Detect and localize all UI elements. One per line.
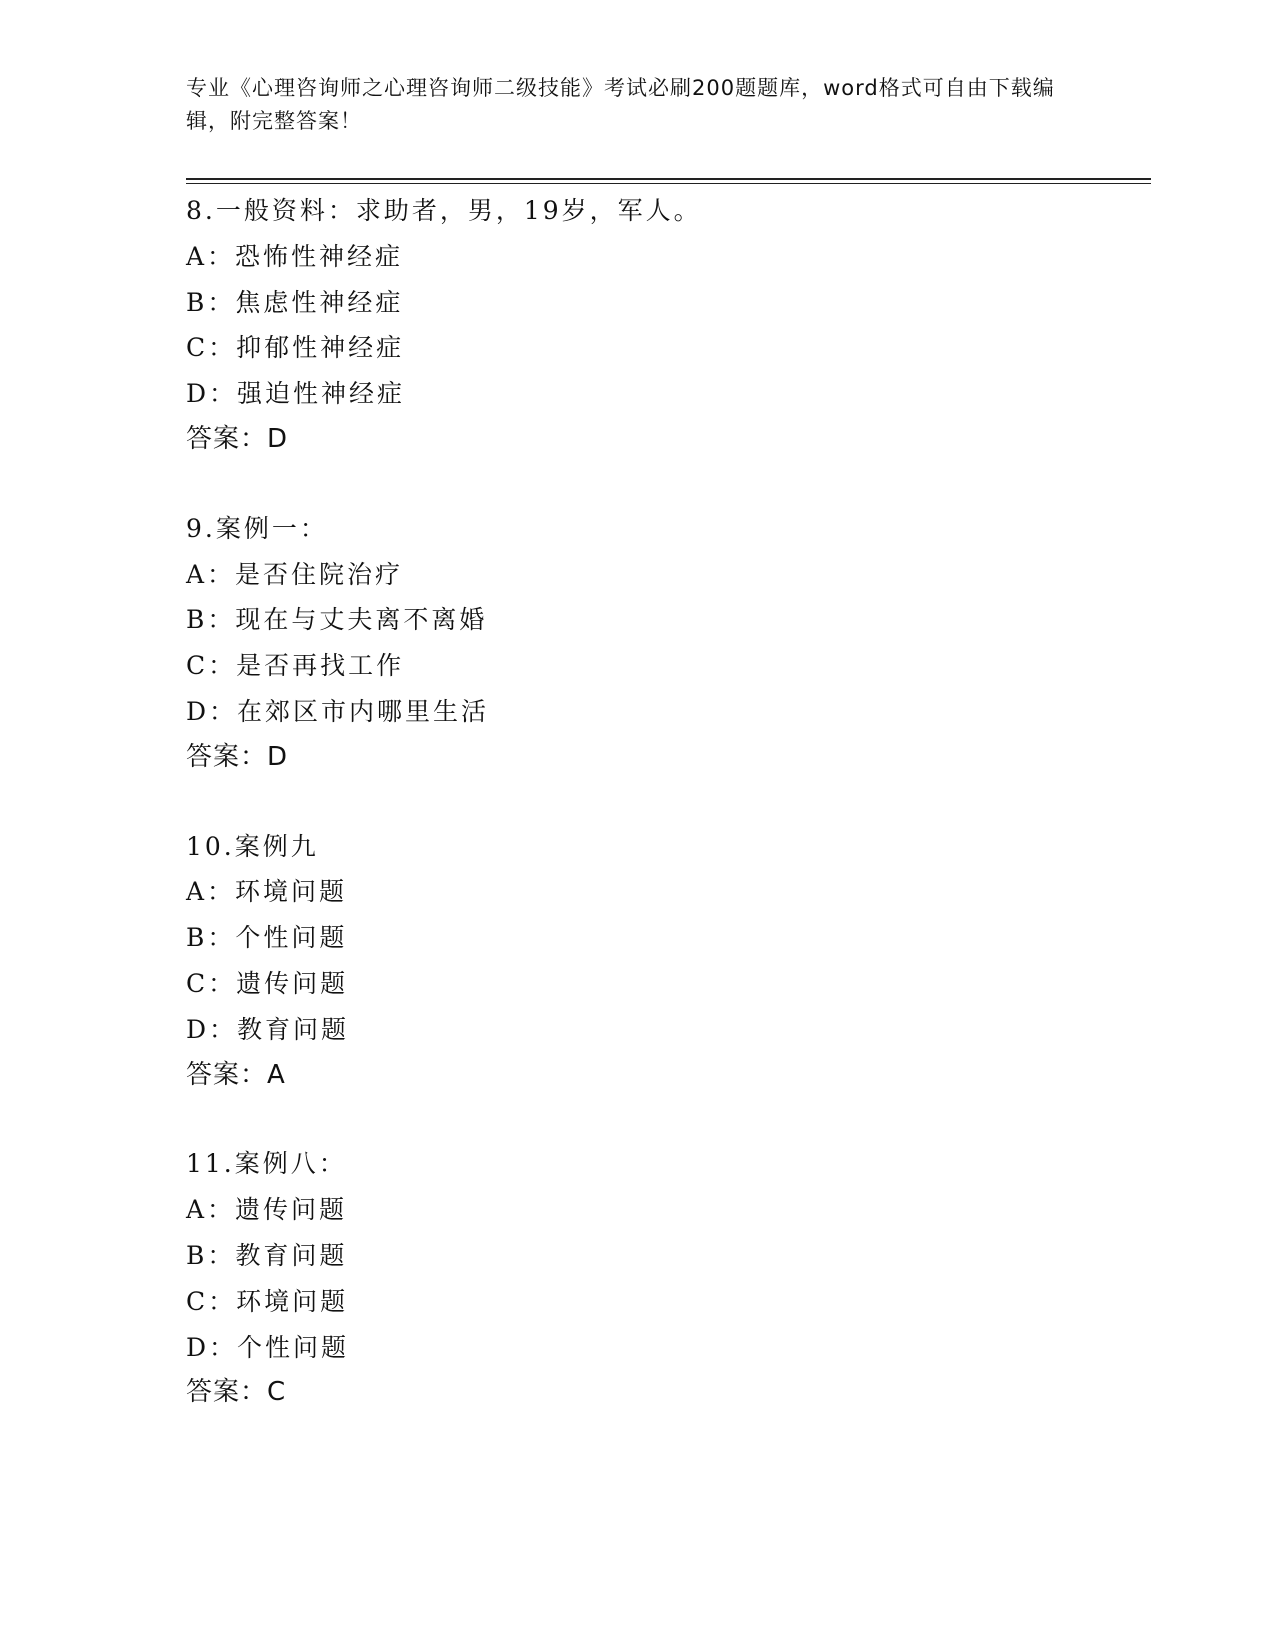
header-divider-thick [186,178,1151,180]
option-d: D：个性问题 [186,1332,350,1362]
question-9 [186,506,1146,781]
question-stem: 10.案例九 [186,831,319,861]
option-d: D：教育问题 [186,1014,350,1044]
option-c: C：是否再找工作 [186,651,405,681]
answer-line: 答案：A [186,1059,286,1090]
option-d: D：在郊区市内哪里生活 [186,696,490,726]
answer-line: 答案：C [186,1377,287,1408]
question-stem: 8.一般资料：求助者，男，19岁，军人。 [186,196,702,225]
option-a: A：环境问题 [186,877,348,907]
question-10 [186,824,1146,1099]
option-b: B：焦虑性神经症 [186,287,404,317]
option-c: C：遗传问题 [186,968,349,998]
option-b: B：教育问题 [186,1240,348,1270]
question-stem: 11.案例八： [186,1149,347,1179]
question-8 [186,188,1146,463]
option-a: A：是否住院治疗 [186,559,404,589]
question-list [186,188,1146,1459]
option-a: A：遗传问题 [186,1195,348,1225]
option-c: C：抑郁性神经症 [186,333,405,363]
question-stem: 9.案例一： [186,513,328,543]
header-divider-thin [186,183,1151,184]
option-d: D：强迫性神经症 [186,379,406,409]
document-header: 专业《心理咨询师之心理咨询师二级技能》考试必刷200题题库，word格式可自由下载编辑，附完整答案！ [186,76,1055,133]
answer-line: 答案：D [186,741,289,772]
option-b: B：个性问题 [186,923,348,953]
answer-line: 答案：D [186,423,289,454]
option-a: A：恐怖性神经症 [186,241,404,271]
option-b: B：现在与丈夫离不离婚 [186,605,488,635]
option-c: C：环境问题 [186,1286,349,1316]
question-11 [186,1141,1146,1416]
